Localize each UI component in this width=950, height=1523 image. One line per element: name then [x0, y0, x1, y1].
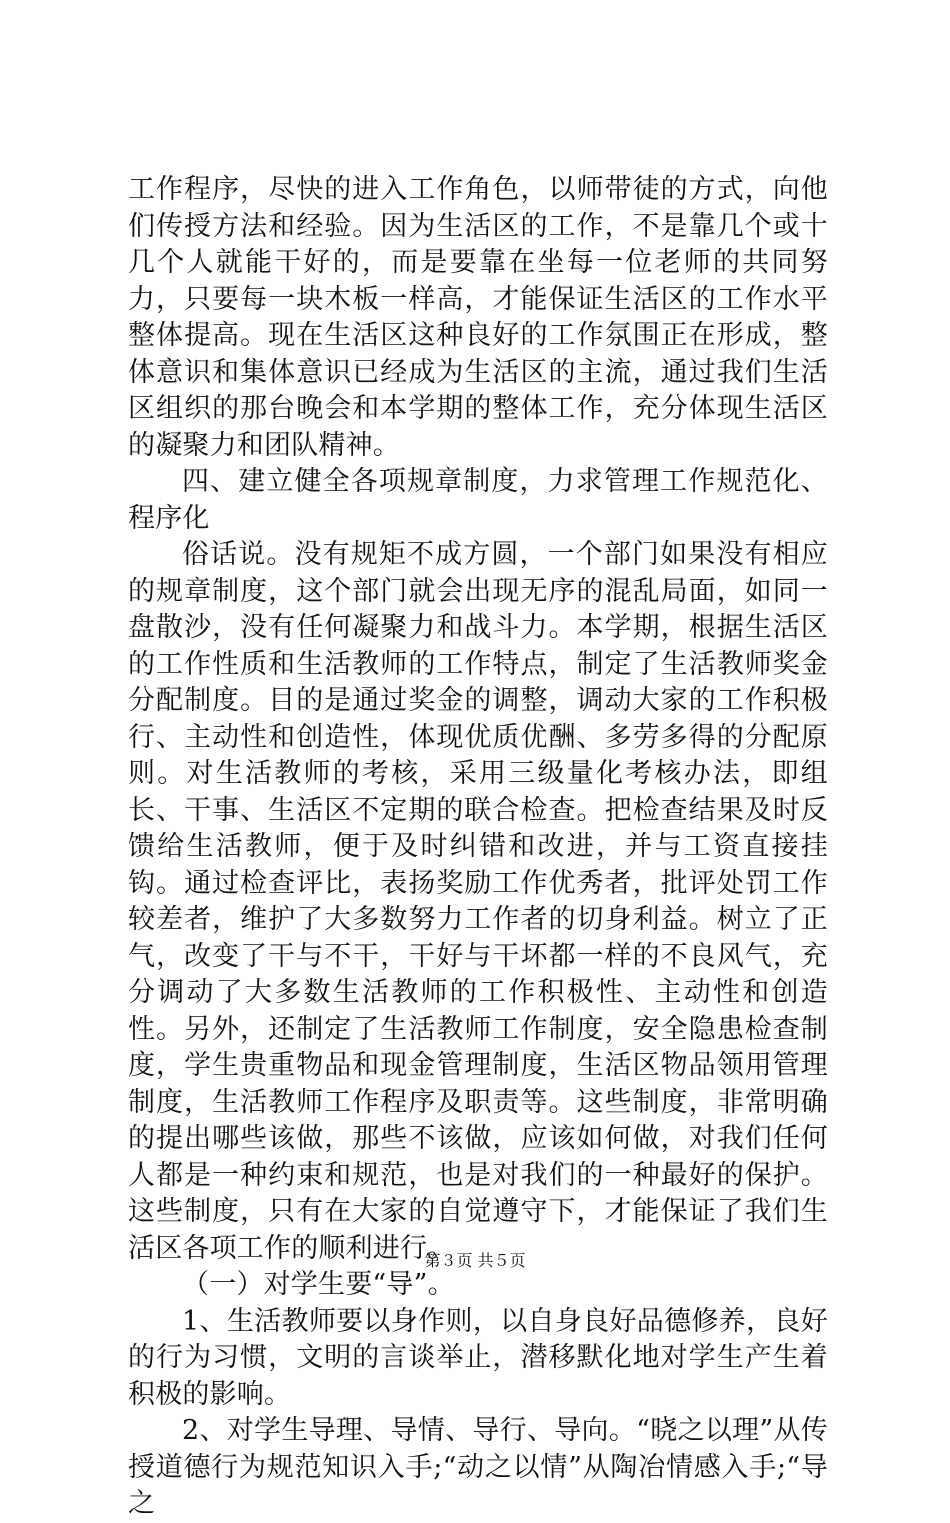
- document-body: [128, 172, 828, 1523]
- page-number-footer: 第３页 共５页: [424, 1251, 526, 1270]
- section-heading-four: 四、建立健全各项规章制度，力求管理工作规范化、程序化: [128, 466, 828, 534]
- paragraph-teamwork: 工作程序，尽快的进入工作角色，以师带徒的方式，向他们传授方法和经验。因为生活区的工作，不是靠几个或十几个人就能干好的，而是要靠在坐每一位老师的共同努力，只要每一块木板一样高，才能保证生活区的工作水平整体提高。现在生活区这种良好的工作氛围正在形成，整体意识和集体意识已经成为生活区的主流，通过我们生活区组织的那台晚会和本学期的整体工作，充分体现生活区的凝聚力和团队精神。: [128, 174, 828, 461]
- list-item-1: 1、生活教师要以身作则，以自身良好品德修养，良好的行为习惯，文明的言谈举止，潜移默化地对学生产生着积极的影响。: [128, 1305, 828, 1410]
- list-item-2: 2、对学生导理、导情、导行、导向。“晓之以理”从传授道德行为规范知识入手;“动之以情”从陶冶情感入手;“导之: [128, 1415, 828, 1519]
- paragraph-rules: 俗话说。没有规矩不成方圆，一个部门如果没有相应的规章制度，这个部门就会出现无序的混乱局面，如同一盘散沙，没有任何凝聚力和战斗力。本学期，根据生活区的工作性质和生活教师的工作特点，制定了生活教师奖金分配制度。目的是通过奖金的调整，调动大家的工作积极行、主动性和创造性，体现优质优酬、多劳多得的分配原则。对生活教师的考核，采用三级量化考核办法，即组长、干事、生活区不定期的联合检查。把检查结果及时反馈给生活教师，便于及时纠错和改进，并与工资直接挂钩。通过检查评比，表扬奖励工作优秀者，批评处罚工作较差者，维护了大多数努力工作者的切身利益。树立了正气，改变了干与不干，干好与干坏都一样的不良风气，充分调动了大多数生活教师的工作积极性、主动性和创造性。另外，还制定了生活教师工作制度，安全隐患检查制度，学生贵重物品和现金管理制度，生活区物品领用管理制度，生活教师工作程序及职责等。这些制度，非常明确的提出哪些该做，那些不该做，应该如何做，对我们任何人都是一种约束和规范，也是对我们的一种最好的保护。这些制度，只有在大家的自觉遵守下，才能保证了我们生活区各项工作的顺利进行。: [128, 539, 828, 1264]
- subheading-guide-students: （一）对学生要“导”。: [182, 1269, 455, 1300]
